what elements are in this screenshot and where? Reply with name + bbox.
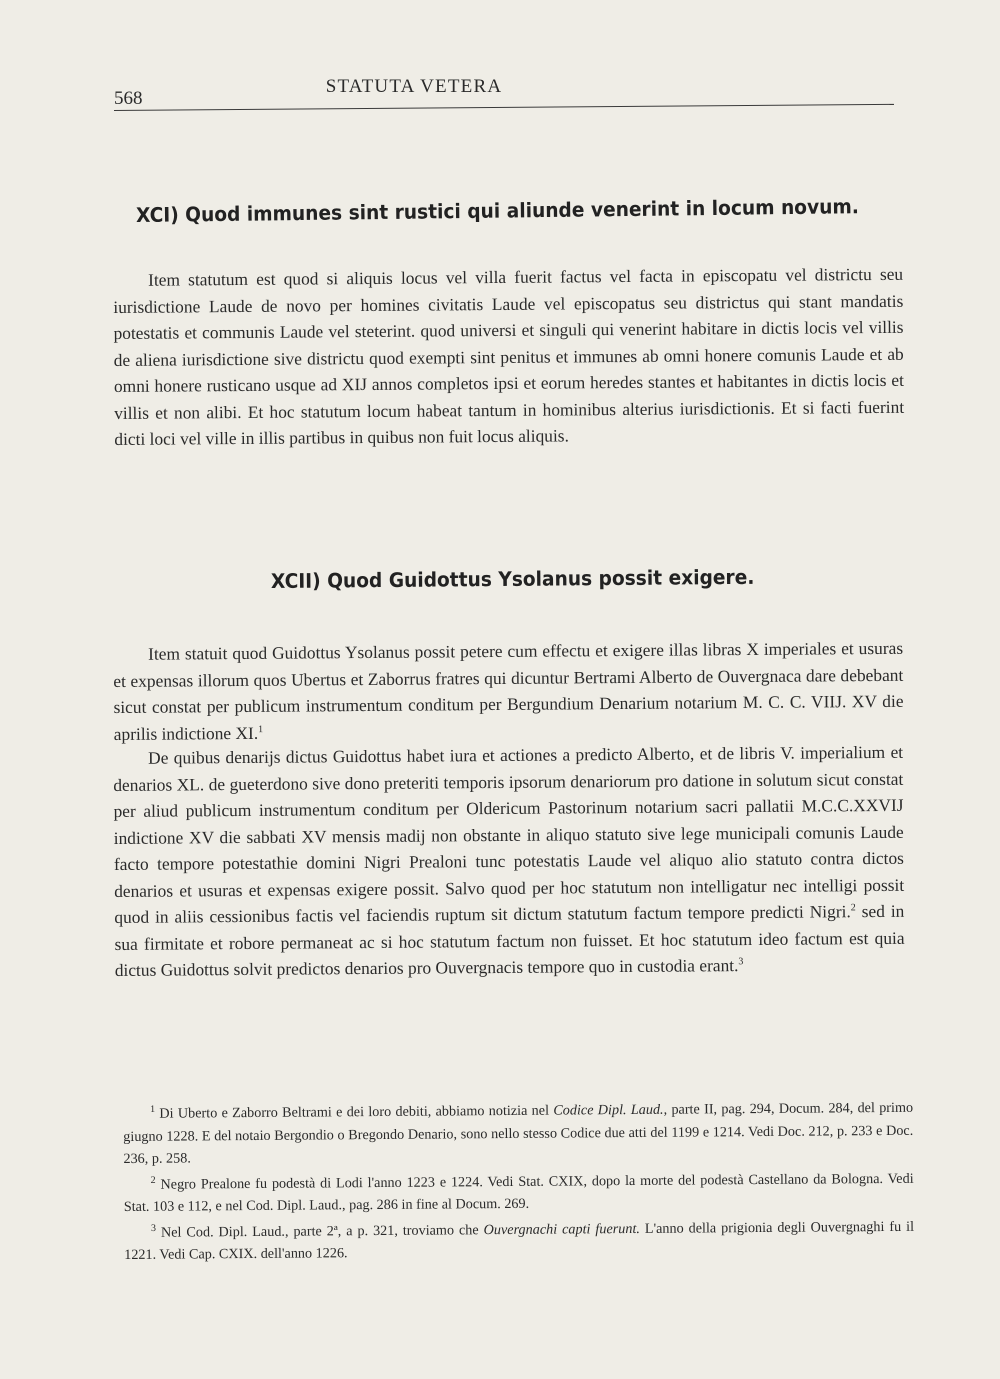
footnote-text: Di Uberto e Zaborro Beltrami e dei loro debiti, abbiamo notizia nel [155,1102,554,1122]
footnote-marker-2: 2 [850,902,856,914]
footnotes [123,1097,914,1267]
footnote-marker-3: 3 [738,956,744,968]
footnote-text: Nel Cod. Dipl. Laud., parte 2ª, a p. 321, troviamo che [155,1221,484,1241]
footnote-3 [124,1215,914,1266]
chapter-heading-xcii: XCII) Quod Guidottus Ysolanus possit exigere. [270,564,755,593]
footnote-number: 1 [150,1104,156,1116]
paragraph-text-continued: sed in sua firmitate et robore permaneat ac si hoc statutum factum non fuisset. Et hoc statutum ideo factum est quia dictus Guidottus solvit predictos denarios pro Ouvergnacis tempore quo in custodia erant. [114,900,905,980]
chapter-xcii-paragraph-1 [113,635,904,747]
page-header [114,74,894,108]
footnote-marker-1: 1 [258,723,264,735]
chapter-heading-xci: XCI) Quod immunes sint rustici qui aliunde venerint in locum novum. [135,194,859,227]
footnote-text: Negro Prealone fu podestà di Lodi l'anno 1223 e 1224. Vedi Stat. CXIX, dopo la morte del podestà Castellano da Bologna. Vedi Stat. 103 e 112, e nel Cod. Dipl. Laud., pag. 286 in fine al Docum. 269. [123,1170,914,1215]
paragraph-text: Item statuit quod Guidottus Ysolanus possit petere cum effectu et exigere illas libras X imperiales et usuras et expensas illorum quos Ubertus et Zaborrus fratres qui dicuntur Bertrami Alberto de Ouvergnaca dare debebant sicut constat per publicum instrumentum conditum per Bergundium Denarium notarium M. C. C. VIIJ. XV die aprilis indictione XI. [113,637,904,744]
footnote-2 [124,1167,914,1218]
footnote-italic: Ouvergnachi capti fuerunt. [483,1220,640,1238]
footnote-1 [123,1097,914,1171]
chapter-xcii-paragraph-2 [113,739,905,984]
footnote-number: 2 [150,1174,156,1186]
footnote-text-continued: , parte II, pag. 294, Docum. 284, del primo giugno 1228. E del notaio Bergondio o Bregondo Denario, sono nello stesso Codice due atti del 1199 e 1214. Vedi Doc. 212, p. 233 e Doc. 236, p. 258. [123,1099,914,1167]
footnote-text-continued: L'anno della prigionia degli Ouvergnaghi fu il 1221. Vedi Cap. CXIX. dell'anno 1226. [124,1218,915,1263]
footnote-number: 3 [150,1222,157,1234]
page-number: 568 [114,88,143,109]
paragraph-text: De quibus denarijs dictus Guidottus habet iura et actiones a predicto Alberto, et de libris V. imperialium et denarios XL. de gueterdono sive dono preteriti temporis ipsorum denariorum pro datione in solutum sicut constat per aliud publicum instrumentum conditum per Oldericum Pastorinum notarium sacri pallatii M.C.C.XXVIJ indictione XV die sabbati XV mensis madij non obstante in aliquo statuto sive lege municipali comunis Laude facto tempore potestathie domini Nigri Prealoni tunc potestatis Laude vel aliquo alio statuto contra dictos denarios et usuras et expensas exigere possit. Salvo quod per hoc statutum non intelligatur nec intelligi possit quod in aliis cessionibus factis vel faciendis ruptum sit dictum statutum factum tempore predicti Nigri. [113,741,905,927]
chapter-xci-paragraph: Item statutum est quod si aliquis locus vel villa fuerit factus vel facta in episcopatu vel districtu seu iurisdictione Laude de novo per homines civitatis Laude vel episcopatus seu districtus qui stant mandatis potestatis et communis Laude vel steterint. quod universi et singuli qui venerint habitare in dictis locis vel villis de aliena iurisdictione sive districtu quod exempti sint penitus et immunes ab omni honere comunis Laude et ab omni honere rusticano usque ad XIJ annos completos ipsi et eorum heredes stantes et habitantes in dictis locis et villis et non alibi. Et hoc statutum locum habeat tantum in hominibus alterius iurisdictionis. Et si facti fuerint dicti loci vel ville in illis partibus in quibus non fuit locus aliquis. [113,263,905,449]
footnote-italic: Codice Dipl. Laud. [553,1101,664,1119]
running-title: STATUTA VETERA [325,76,503,97]
